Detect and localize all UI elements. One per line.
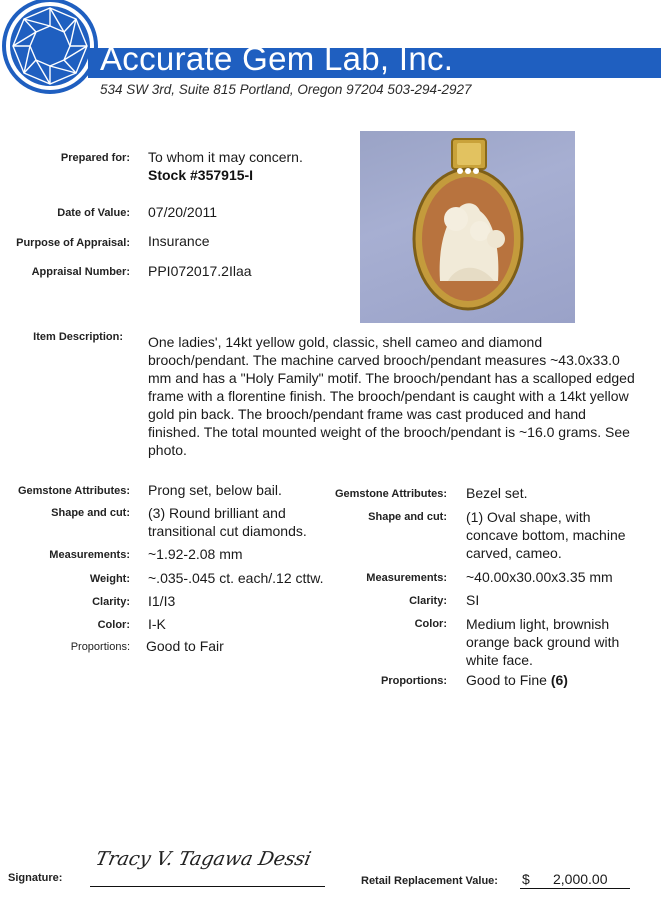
item-description: One ladies', 14kt yellow gold, classic, shell cameo and diamond brooch/pendant. The machine carved brooch/pendant measures ~43.0x33.0 mm and has a "Holy Family" motif. The brooch/pendant has a scalloped edged frame with a florentine finish. The brooch/pendant is caught with a 14kt yellow gold pin back. The brooch/pendant frame was cast produced and hand finished. The total mounted weight of the brooch/pendant is ~16.0 grams. See photo. — [148, 334, 635, 458]
gem-left-shape-label: Shape and cut: — [51, 507, 130, 519]
retail-value-line — [520, 888, 630, 889]
company-address: 534 SW 3rd, Suite 815 Portland, Oregon 97204 503-294-2927 — [100, 82, 472, 97]
signature-label: Signature: — [8, 872, 63, 884]
gem-left-color: I-K — [148, 616, 166, 632]
prepared-for-label: Prepared for: — [60, 152, 130, 164]
gem-right-color-label: Color: — [414, 618, 447, 630]
gem-left-proportions-label: Proportions: — [70, 641, 130, 653]
prepared-for-value: To whom it may concern. — [148, 149, 303, 165]
company-name: Accurate Gem Lab, Inc. — [100, 40, 454, 77]
gem-right-proportions-label: Proportions: — [381, 675, 447, 687]
gem-right-attributes: Bezel set. — [466, 485, 528, 501]
gem-left-measurements-label: Measurements: — [49, 549, 130, 561]
appraisal-number-label: Appraisal Number: — [31, 266, 130, 278]
gem-left-clarity-label: Clarity: — [92, 596, 130, 608]
retail-value-label: Retail Replacement Value: — [361, 875, 498, 887]
gem-right-shape-label: Shape and cut: — [368, 511, 447, 523]
gem-right-proportions: Good to Fine (6) — [466, 672, 568, 688]
stock-number: Stock #357915-I — [148, 167, 254, 183]
gem-right-color: Medium light, brownish orange back ground with white face. — [466, 616, 620, 668]
cameo-brooch-image — [360, 131, 575, 323]
gem-left-attributes: Prong set, below bail. — [148, 482, 282, 498]
gem-left-proportions: Good to Fair — [146, 638, 224, 654]
gem-left-attributes-label: Gemstone Attributes: — [17, 485, 130, 497]
gem-right-clarity: SI — [466, 592, 480, 608]
gem-right-shape: (1) Oval shape, with concave bottom, machine carved, cameo. — [466, 509, 626, 561]
gem-left-color-label: Color: — [97, 619, 130, 631]
gem-left-measurements: ~1.92-2.08 mm — [148, 546, 243, 562]
gem-right-attributes-label: Gemstone Attributes: — [334, 488, 447, 500]
gem-logo-icon — [0, 0, 100, 100]
signature-line — [90, 886, 325, 887]
gem-right-measurements: ~40.00x30.00x3.35 mm — [466, 569, 613, 585]
appraisal-number: PPI072017.2Ilaa — [148, 263, 252, 279]
gem-left-shape: (3) Round brilliant and transitional cut diamonds. — [148, 505, 307, 539]
date-of-value-label: Date of Value: — [57, 207, 130, 219]
date-of-value: 07/20/2011 — [148, 204, 218, 220]
gem-right-clarity-label: Clarity: — [409, 595, 447, 607]
item-photo — [360, 131, 575, 323]
currency-symbol: $ — [522, 871, 530, 887]
proportions-grade: (6) — [550, 672, 568, 688]
purpose-value: Insurance — [148, 233, 210, 249]
signature: Tracy V. Tagawa Dessi — [93, 848, 314, 870]
gem-left-weight-label: Weight: — [89, 573, 130, 585]
purpose-label: Purpose of Appraisal: — [16, 237, 130, 249]
gem-left-clarity: I1/I3 — [148, 593, 176, 609]
item-description-label: Item Description: — [33, 331, 123, 343]
gem-left-weight: ~.035-.045 ct. each/.12 cttw. — [148, 570, 324, 586]
retail-value: 2,000.00 — [553, 871, 608, 887]
gem-right-measurements-label: Measurements: — [366, 572, 447, 584]
